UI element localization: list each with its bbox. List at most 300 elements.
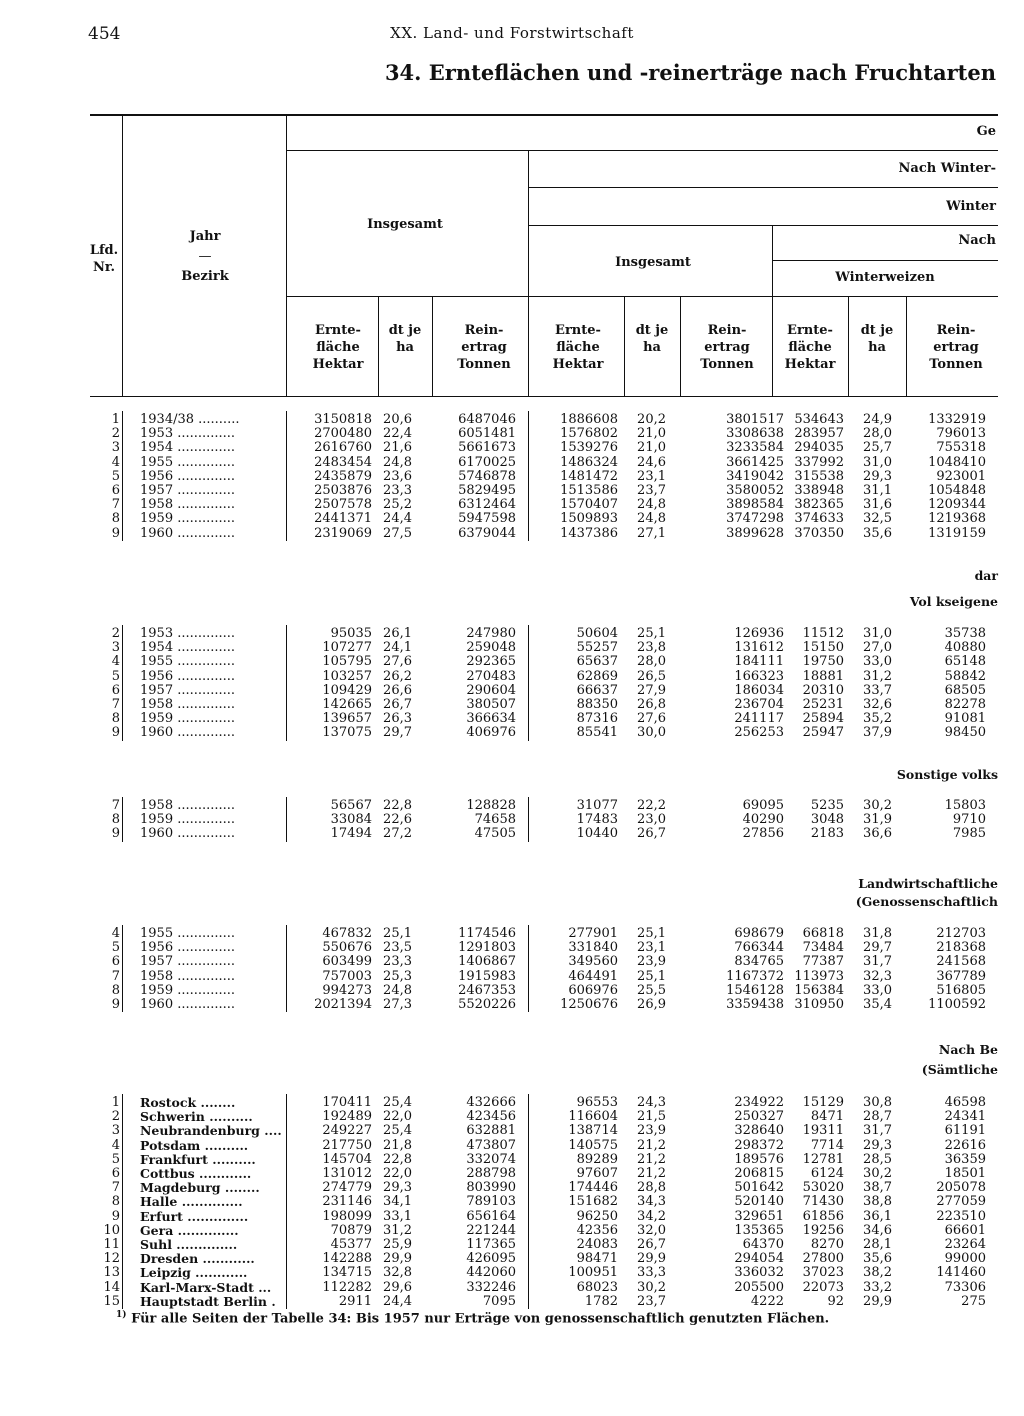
cell-erntefl-winterweizen: 7714 (810, 1137, 844, 1153)
cell-erntefl-winter: 85541 (576, 725, 618, 741)
table-row (0, 1280, 1024, 1295)
cell-reinertrag-insgesamt: 247980 (466, 626, 516, 641)
cell-dt-ha-winterweizen: 29,3 (863, 1137, 892, 1153)
row-label: 1954 .............. (140, 640, 236, 656)
cell-reinertrag-insgesamt: 5947598 (458, 511, 516, 527)
section-title: (Sämtliche (921, 1062, 998, 1077)
cell-reinertrag-winterweizen: 1048410 (928, 454, 986, 470)
cell-erntefl-insgesamt: 103257 (322, 668, 372, 684)
cell-dt-ha-insgesamt: 27,6 (383, 654, 412, 670)
cell-dt-ha-winter: 23,7 (637, 1293, 666, 1309)
header-rule-columns (286, 296, 998, 297)
chapter-heading: XX. Land- und Forstwirtschaft (390, 24, 634, 42)
header-insgesamt: Insgesamt (367, 217, 443, 232)
cell-dt-ha-winter: 20,2 (637, 412, 666, 427)
table-row (0, 812, 1024, 827)
table-row (0, 697, 1024, 712)
row-label: 1934/38 .......... (140, 412, 240, 427)
cell-reinertrag-winter: 834765 (734, 954, 784, 970)
row-label: 1956 .............. (140, 940, 236, 956)
cell-erntefl-insgesamt: 95035 (330, 626, 372, 641)
cell-dt-ha-insgesamt: 26,3 (383, 711, 412, 727)
cell-dt-ha-winter: 33,3 (637, 1265, 666, 1281)
row-number: 7 (111, 697, 120, 712)
cell-dt-ha-winterweizen: 28,5 (863, 1151, 892, 1167)
cell-reinertrag-winterweizen: 68505 (944, 682, 986, 698)
row-label: Karl-Marx-Stadt ... (140, 1279, 272, 1295)
cell-dt-ha-winterweizen: 31,2 (863, 668, 892, 684)
header-insgesamt-winter: Insgesamt (615, 255, 691, 270)
header-winter: Winter (946, 199, 996, 214)
table-row (0, 1209, 1024, 1224)
table-row (0, 926, 1024, 941)
cell-dt-ha-insgesamt: 29,6 (383, 1279, 412, 1295)
cell-erntefl-insgesamt: 757003 (322, 968, 372, 984)
cell-erntefl-winter: 464491 (568, 968, 618, 984)
cell-dt-ha-winter: 28,0 (637, 654, 666, 670)
row-number: 11 (103, 1237, 120, 1252)
cell-dt-ha-winterweizen: 30,8 (863, 1095, 892, 1110)
cell-erntefl-insgesamt: 2021394 (314, 997, 372, 1012)
cell-reinertrag-insgesamt: 6379044 (458, 525, 516, 541)
cell-reinertrag-winter: 256253 (734, 725, 784, 741)
cell-dt-ha-winter: 27,9 (637, 682, 666, 698)
table-row (0, 1109, 1024, 1124)
cell-reinertrag-winterweizen: 1100592 (928, 997, 986, 1012)
cell-dt-ha-winter: 23,7 (637, 483, 666, 498)
row-label: 1957 .............. (140, 682, 236, 698)
cell-erntefl-insgesamt: 274779 (322, 1180, 372, 1196)
header-jahr: Jahr (189, 229, 221, 244)
cell-erntefl-winterweizen: 19750 (802, 654, 844, 670)
cell-erntefl-winter: 331840 (568, 940, 618, 956)
table-row (0, 426, 1024, 441)
row-number: 4 (111, 454, 120, 470)
cell-erntefl-winter: 65637 (576, 654, 618, 670)
cell-dt-ha-winterweizen: 37,9 (863, 725, 892, 741)
cell-erntefl-winter: 89289 (576, 1151, 618, 1167)
cell-erntefl-winterweizen: 315538 (794, 468, 844, 484)
row-number: 6 (111, 1166, 120, 1181)
cell-reinertrag-insgesamt: 5520226 (458, 997, 516, 1012)
cell-reinertrag-winterweizen: 9710 (952, 812, 986, 828)
row-number: 4 (111, 1137, 120, 1153)
header-divider-4 (772, 225, 773, 396)
cell-reinertrag-winter: 184111 (734, 654, 784, 670)
row-number: 6 (111, 954, 120, 970)
table-row (0, 1152, 1024, 1167)
table-row (0, 1123, 1024, 1138)
table-title: 34. Ernteflächen und -reinerträge nach Fruchtarten (384, 60, 996, 85)
cell-dt-ha-winter: 30,2 (637, 1279, 666, 1295)
cell-dt-ha-winterweizen: 28,1 (863, 1237, 892, 1252)
cell-reinertrag-winterweizen: 58842 (944, 668, 986, 684)
cell-reinertrag-winterweizen: 65148 (944, 654, 986, 670)
cell-erntefl-insgesamt: 2483454 (314, 454, 372, 470)
cell-erntefl-winterweizen: 113973 (794, 968, 844, 984)
cell-erntefl-winterweizen: 53020 (802, 1180, 844, 1196)
cell-dt-ha-winter: 25,1 (637, 968, 666, 984)
cell-dt-ha-insgesamt: 25,9 (383, 1237, 412, 1252)
cell-erntefl-winter: 1576802 (560, 426, 618, 442)
cell-reinertrag-winterweizen: 516805 (936, 982, 986, 998)
cell-dt-ha-insgesamt: 22,6 (383, 812, 412, 828)
col-header-dt-ha: dt je ha (635, 323, 669, 355)
cell-erntefl-insgesamt: 70879 (330, 1222, 372, 1238)
row-number: 8 (111, 982, 120, 998)
cell-erntefl-winterweizen: 61856 (802, 1208, 844, 1224)
cell-dt-ha-winter: 26,7 (637, 826, 666, 842)
cell-dt-ha-winter: 27,1 (637, 525, 666, 541)
cell-erntefl-winter: 96553 (576, 1095, 618, 1110)
cell-dt-ha-winter: 27,6 (637, 711, 666, 727)
cell-erntefl-winter: 1437386 (560, 525, 618, 541)
cell-erntefl-insgesamt: 2319069 (314, 525, 372, 541)
header-nach-winter: Nach Winter- (898, 161, 996, 176)
cell-reinertrag-insgesamt: 5746878 (458, 468, 516, 484)
row-label: Potsdam .......... (140, 1137, 249, 1153)
cell-erntefl-insgesamt: 139657 (322, 711, 372, 727)
row-number: 5 (111, 940, 120, 956)
cell-dt-ha-winterweizen: 33,7 (863, 682, 892, 698)
section-title: Landwirtschaftliche (858, 876, 998, 891)
cell-dt-ha-insgesamt: 29,3 (383, 1180, 412, 1196)
cell-erntefl-insgesamt: 2503876 (314, 483, 372, 498)
cell-reinertrag-winter: 205500 (734, 1279, 784, 1295)
cell-reinertrag-insgesamt: 632881 (466, 1123, 516, 1139)
row-label: 1960 .............. (140, 725, 236, 741)
footnote-text: Für alle Seiten der Tabelle 34: Bis 1957 nur Erträge von genossenschaftlich genutzten Flächen. (131, 1311, 830, 1327)
row-number: 8 (111, 812, 120, 828)
cell-reinertrag-winterweizen: 7985 (952, 826, 986, 842)
cell-erntefl-winter: 1782 (584, 1293, 618, 1309)
cell-dt-ha-insgesamt: 25,2 (383, 497, 412, 513)
table-row (0, 1223, 1024, 1238)
header-divider-1 (122, 114, 123, 396)
table-row (0, 683, 1024, 698)
cell-erntefl-insgesamt: 550676 (322, 940, 372, 956)
row-label: Schwerin .......... (140, 1109, 253, 1125)
cell-dt-ha-insgesamt: 27,2 (383, 826, 412, 842)
cell-reinertrag-winter: 3233584 (726, 440, 784, 456)
row-label: Suhl .............. (140, 1237, 238, 1252)
cell-dt-ha-winter: 23,1 (637, 940, 666, 956)
row-number: 4 (111, 654, 120, 670)
row-label: 1958 .............. (140, 968, 236, 984)
cell-reinertrag-winter: 69095 (742, 798, 784, 813)
table-row (0, 455, 1024, 470)
cell-dt-ha-winterweizen: 30,2 (863, 798, 892, 813)
cell-dt-ha-winter: 22,2 (637, 798, 666, 813)
cell-erntefl-winter: 97607 (576, 1166, 618, 1181)
cell-erntefl-insgesamt: 3150818 (314, 412, 372, 427)
row-number: 6 (111, 682, 120, 698)
cell-reinertrag-winterweizen: 1332919 (928, 412, 986, 427)
table-row (0, 954, 1024, 969)
cell-erntefl-winter: 96250 (576, 1208, 618, 1224)
cell-dt-ha-winterweizen: 27,0 (863, 640, 892, 656)
table-row (0, 983, 1024, 998)
cell-dt-ha-insgesamt: 24,4 (383, 1293, 412, 1309)
cell-erntefl-insgesamt: 33084 (330, 812, 372, 828)
col-header-reinertrag: Rein- ertrag Tonnen (929, 323, 983, 372)
cell-reinertrag-winter: 166323 (734, 668, 784, 684)
cell-reinertrag-winter: 298372 (734, 1137, 784, 1153)
cell-erntefl-winter: 277901 (568, 926, 618, 941)
row-number: 9 (111, 997, 120, 1012)
cell-erntefl-insgesamt: 2441371 (314, 511, 372, 527)
cell-dt-ha-winter: 26,9 (637, 997, 666, 1012)
cell-erntefl-winter: 116604 (568, 1109, 618, 1125)
header-ge: Ge (976, 124, 996, 139)
cell-dt-ha-winter: 26,7 (637, 1237, 666, 1252)
cell-dt-ha-winter: 23,0 (637, 812, 666, 828)
cell-dt-ha-winterweizen: 31,0 (863, 454, 892, 470)
header-lfd-nr: Lfd. Nr. (89, 243, 119, 275)
cell-reinertrag-insgesamt: 292365 (466, 654, 516, 670)
cell-reinertrag-insgesamt: 6487046 (458, 412, 516, 427)
cell-dt-ha-insgesamt: 32,8 (383, 1265, 412, 1281)
cell-dt-ha-insgesamt: 26,1 (383, 626, 412, 641)
cell-dt-ha-winter: 23,1 (637, 468, 666, 484)
col-header-erntefl: Ernte- fläche Hektar (784, 323, 836, 372)
col-divider (848, 296, 849, 396)
cell-dt-ha-insgesamt: 25,3 (383, 968, 412, 984)
cell-erntefl-insgesamt: 603499 (322, 954, 372, 970)
row-label: 1955 .............. (140, 454, 236, 470)
cell-dt-ha-winterweizen: 38,2 (863, 1265, 892, 1281)
row-label: Cottbus ............ (140, 1166, 252, 1181)
row-label: Neubrandenburg .... (140, 1123, 282, 1139)
section-title: Sonstige volks (896, 767, 998, 782)
cell-reinertrag-winter: 766344 (734, 940, 784, 956)
cell-erntefl-insgesamt: 192489 (322, 1109, 372, 1125)
cell-erntefl-winterweizen: 294035 (794, 440, 844, 456)
cell-reinertrag-insgesamt: 259048 (466, 640, 516, 656)
cell-reinertrag-winter: 250327 (734, 1109, 784, 1125)
cell-dt-ha-winterweizen: 33,0 (863, 982, 892, 998)
cell-dt-ha-insgesamt: 21,8 (383, 1137, 412, 1153)
cell-reinertrag-winterweizen: 277059 (936, 1194, 986, 1210)
cell-reinertrag-winter: 3899628 (726, 525, 784, 541)
cell-dt-ha-winter: 28,8 (637, 1180, 666, 1196)
cell-dt-ha-winterweizen: 29,3 (863, 468, 892, 484)
row-label: Dresden ............ (140, 1251, 255, 1267)
cell-erntefl-winterweizen: 77387 (802, 954, 844, 970)
cell-dt-ha-insgesamt: 33,1 (383, 1208, 412, 1224)
cell-dt-ha-insgesamt: 23,6 (383, 468, 412, 484)
cell-dt-ha-winterweizen: 35,2 (863, 711, 892, 727)
row-number: 8 (111, 711, 120, 727)
cell-dt-ha-winter: 23,8 (637, 640, 666, 656)
cell-dt-ha-winter: 21,5 (637, 1109, 666, 1125)
table-row (0, 440, 1024, 455)
cell-erntefl-winter: 138714 (568, 1123, 618, 1139)
cell-reinertrag-insgesamt: 1291803 (458, 940, 516, 956)
col-header-erntefl: Ernte- fläche Hektar (552, 323, 604, 372)
cell-reinertrag-winterweizen: 24341 (944, 1109, 986, 1125)
footnote-mark: 1) (116, 1310, 127, 1320)
cell-dt-ha-winter: 25,1 (637, 626, 666, 641)
cell-dt-ha-winterweizen: 35,6 (863, 1251, 892, 1267)
cell-reinertrag-insgesamt: 1406867 (458, 954, 516, 970)
cell-erntefl-insgesamt: 231146 (322, 1194, 372, 1210)
col-header-dt-ha: dt je ha (860, 323, 894, 355)
cell-reinertrag-insgesamt: 406976 (466, 725, 516, 741)
cell-erntefl-insgesamt: 170411 (322, 1095, 372, 1110)
cell-dt-ha-winterweizen: 33,0 (863, 654, 892, 670)
row-label: Halle .............. (140, 1194, 243, 1210)
cell-dt-ha-winterweizen: 24,9 (863, 412, 892, 427)
cell-erntefl-winter: 100951 (568, 1265, 618, 1281)
cell-reinertrag-winterweizen: 15803 (944, 798, 986, 813)
cell-dt-ha-insgesamt: 23,3 (383, 483, 412, 498)
cell-dt-ha-winter: 34,2 (637, 1208, 666, 1224)
cell-erntefl-insgesamt: 2435879 (314, 468, 372, 484)
cell-dt-ha-insgesamt: 25,1 (383, 926, 412, 941)
cell-reinertrag-winterweizen: 223510 (936, 1208, 986, 1224)
cell-erntefl-winterweizen: 19256 (802, 1222, 844, 1238)
cell-dt-ha-winterweizen: 32,5 (863, 511, 892, 527)
row-number: 1 (111, 412, 120, 427)
cell-dt-ha-winter: 34,3 (637, 1194, 666, 1210)
cell-dt-ha-winterweizen: 36,6 (863, 826, 892, 842)
row-label: 1954 .............. (140, 440, 236, 456)
row-label: Gera .............. (140, 1222, 239, 1238)
cell-reinertrag-winter: 3801517 (726, 412, 784, 427)
cell-dt-ha-winter: 21,2 (637, 1151, 666, 1167)
cell-erntefl-winterweizen: 337992 (794, 454, 844, 470)
header-nach: Nach (958, 233, 996, 248)
row-label: 1957 .............. (140, 954, 236, 970)
cell-erntefl-winterweizen: 25894 (802, 711, 844, 727)
cell-reinertrag-insgesamt: 656164 (466, 1208, 516, 1224)
cell-reinertrag-insgesamt: 5661673 (458, 440, 516, 456)
cell-erntefl-winterweizen: 534643 (794, 412, 844, 427)
cell-reinertrag-winterweizen: 1319159 (928, 525, 986, 541)
cell-reinertrag-winterweizen: 796013 (936, 426, 986, 442)
cell-dt-ha-insgesamt: 29,7 (383, 725, 412, 741)
cell-erntefl-winter: 140575 (568, 1137, 618, 1153)
header-winterweizen: Winterweizen (835, 270, 935, 285)
cell-erntefl-winter: 1513586 (560, 483, 618, 498)
cell-dt-ha-insgesamt: 34,1 (383, 1194, 412, 1210)
cell-dt-ha-insgesamt: 27,3 (383, 997, 412, 1012)
row-label: 1956 .............. (140, 468, 236, 484)
cell-erntefl-insgesamt: 131012 (322, 1166, 372, 1181)
cell-dt-ha-insgesamt: 22,0 (383, 1166, 412, 1181)
cell-reinertrag-winter: 3747298 (726, 511, 784, 527)
cell-erntefl-insgesamt: 142665 (322, 697, 372, 712)
cell-reinertrag-winterweizen: 35738 (944, 626, 986, 641)
cell-reinertrag-winterweizen: 61191 (944, 1123, 986, 1139)
cell-dt-ha-insgesamt: 25,4 (383, 1095, 412, 1110)
cell-erntefl-winter: 1886608 (560, 412, 618, 427)
cell-reinertrag-winter: 4222 (750, 1293, 784, 1309)
footnote (116, 1310, 829, 1326)
cell-erntefl-winter: 1250676 (560, 997, 618, 1012)
cell-dt-ha-winter: 21,2 (637, 1137, 666, 1153)
cell-erntefl-winter: 55257 (576, 640, 618, 656)
col-header-reinertrag: Rein- ertrag Tonnen (700, 323, 754, 372)
cell-dt-ha-insgesamt: 24,8 (383, 982, 412, 998)
col-divider (680, 296, 681, 396)
cell-erntefl-winterweizen: 3048 (810, 812, 844, 828)
cell-reinertrag-winterweizen: 91081 (944, 711, 986, 727)
cell-dt-ha-insgesamt: 29,9 (383, 1251, 412, 1267)
table-row (0, 711, 1024, 726)
cell-reinertrag-insgesamt: 423456 (466, 1109, 516, 1125)
cell-dt-ha-winter: 21,0 (637, 426, 666, 442)
table-row (0, 669, 1024, 684)
col-header-reinertrag: Rein- ertrag Tonnen (457, 323, 511, 372)
cell-dt-ha-winterweizen: 35,4 (863, 997, 892, 1012)
cell-reinertrag-winter: 1167372 (726, 968, 784, 984)
row-label: Erfurt .............. (140, 1208, 249, 1224)
cell-reinertrag-winter: 40290 (742, 812, 784, 828)
col-header-erntefl: Ernte- fläche Hektar (312, 323, 364, 372)
cell-reinertrag-winter: 3661425 (726, 454, 784, 470)
cell-erntefl-winter: 151682 (568, 1194, 618, 1210)
cell-dt-ha-winterweizen: 31,7 (863, 1123, 892, 1139)
cell-reinertrag-insgesamt: 270483 (466, 668, 516, 684)
row-number: 5 (111, 468, 120, 484)
row-number: 9 (111, 826, 120, 842)
cell-reinertrag-winter: 186034 (734, 682, 784, 698)
row-label: 1959 .............. (140, 982, 236, 998)
table-row (0, 511, 1024, 526)
cell-erntefl-insgesamt: 137075 (322, 725, 372, 741)
cell-erntefl-winter: 349560 (568, 954, 618, 970)
cell-dt-ha-insgesamt: 24,1 (383, 640, 412, 656)
cell-dt-ha-insgesamt: 22,8 (383, 798, 412, 813)
cell-erntefl-winter: 17483 (576, 812, 618, 828)
row-number: 10 (103, 1222, 120, 1238)
row-number: 2 (111, 426, 120, 442)
row-label: 1960 .............. (140, 525, 236, 541)
row-label: 1955 .............. (140, 926, 236, 941)
row-label: 1959 .............. (140, 812, 236, 828)
row-label: 1956 .............. (140, 668, 236, 684)
cell-erntefl-winterweizen: 310950 (794, 997, 844, 1012)
cell-erntefl-winter: 98471 (576, 1251, 618, 1267)
cell-erntefl-winterweizen: 15150 (802, 640, 844, 656)
cell-dt-ha-insgesamt: 21,6 (383, 440, 412, 456)
cell-reinertrag-insgesamt: 74658 (474, 812, 516, 828)
cell-dt-ha-winter: 23,9 (637, 1123, 666, 1139)
row-label: Rostock ........ (140, 1095, 236, 1110)
table-row (0, 483, 1024, 498)
cell-erntefl-insgesamt: 45377 (330, 1237, 372, 1252)
cell-erntefl-winter: 1481472 (560, 468, 618, 484)
cell-erntefl-winterweizen: 156384 (794, 982, 844, 998)
cell-dt-ha-winterweizen: 31,8 (863, 926, 892, 941)
cell-reinertrag-winterweizen: 205078 (936, 1180, 986, 1196)
cell-reinertrag-winter: 328640 (734, 1123, 784, 1139)
cell-erntefl-insgesamt: 56567 (330, 798, 372, 813)
table-row (0, 469, 1024, 484)
cell-erntefl-winterweizen: 382365 (794, 497, 844, 513)
cell-reinertrag-insgesamt: 290604 (466, 682, 516, 698)
cell-erntefl-winterweizen: 338948 (794, 483, 844, 498)
cell-erntefl-insgesamt: 2507578 (314, 497, 372, 513)
cell-reinertrag-insgesamt: 6312464 (458, 497, 516, 513)
cell-reinertrag-insgesamt: 380507 (466, 697, 516, 712)
table-row (0, 1166, 1024, 1181)
row-number: 12 (103, 1251, 120, 1267)
row-label: Leipzig ............ (140, 1265, 248, 1281)
cell-reinertrag-winter: 236704 (734, 697, 784, 712)
